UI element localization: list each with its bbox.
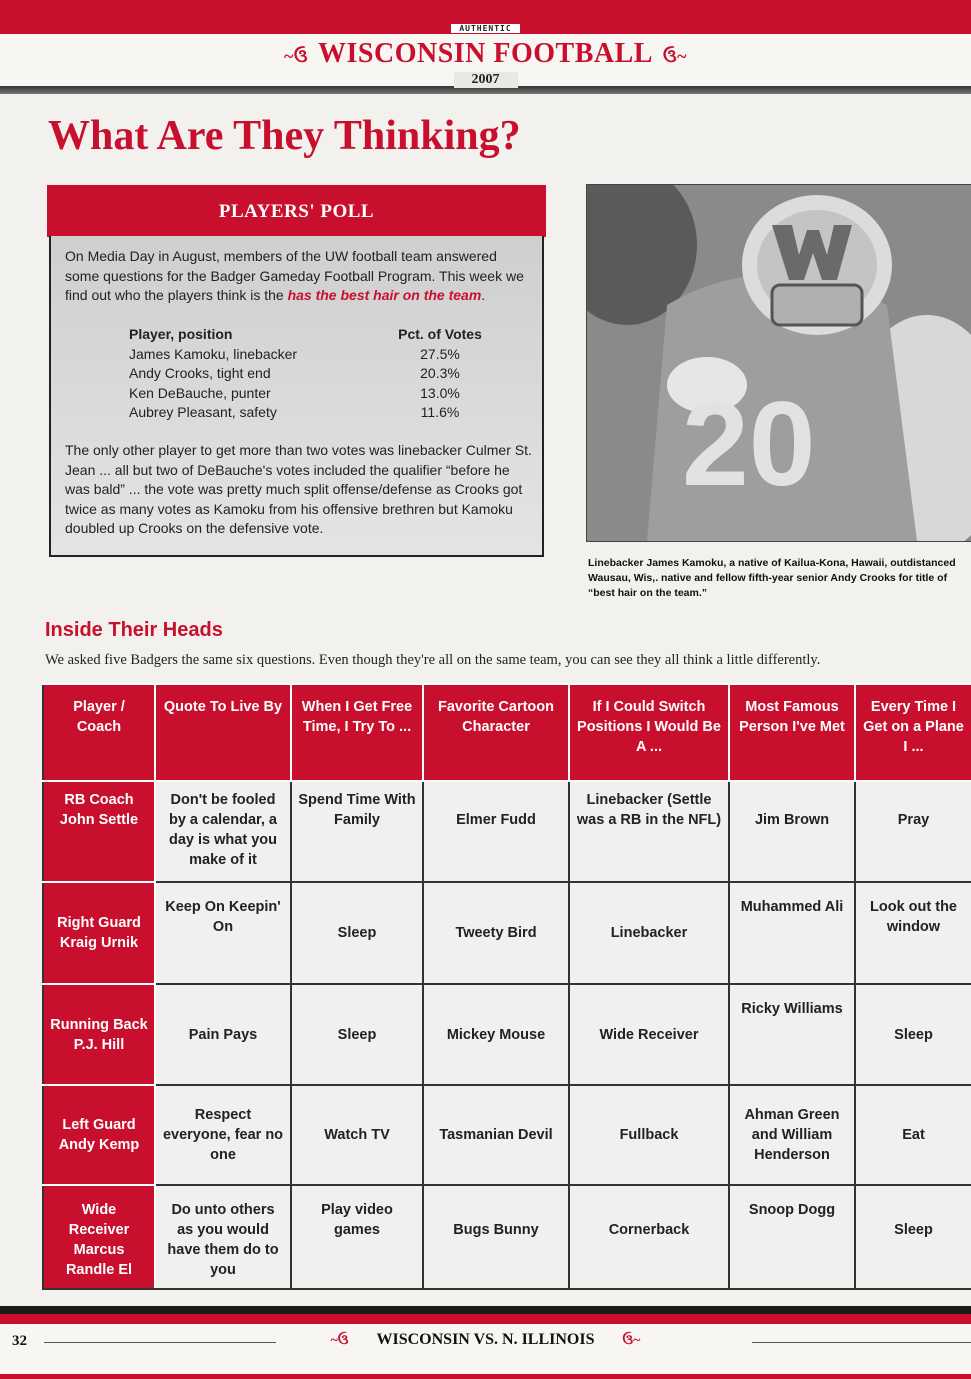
table-cell: Cornerback: [569, 1185, 729, 1289]
poll-pct: 13.0%: [420, 384, 460, 401]
poll-player: Ken DeBauche, punter: [129, 384, 271, 401]
player-photo-illustration: [587, 185, 971, 541]
column-header: If I Could Switch Positions I Would Be A ...: [569, 684, 729, 781]
footer-dark-bar: [0, 1306, 971, 1314]
column-header: Player / Coach: [43, 684, 155, 781]
table-cell: Play video games: [291, 1185, 423, 1289]
poll-intro: [65, 247, 527, 306]
table-row: [43, 1085, 971, 1185]
row-player: Right Guard Kraig Urnik: [43, 882, 155, 984]
table-cell: Pain Pays: [155, 984, 291, 1085]
table-cell: Wide Receiver: [569, 984, 729, 1085]
poll-intro-end: .: [481, 287, 486, 303]
column-header: Every Time I Get on a Plane I ...: [855, 684, 971, 781]
table-cell: Jim Brown: [729, 781, 855, 882]
inside-their-heads-subtitle: We asked five Badgers the same six questions. Even though they're all on the same team, you can see they all think a little differently.: [45, 652, 821, 668]
table-cell: Linebacker: [569, 882, 729, 984]
table-cell: Sleep: [291, 882, 423, 984]
row-player: RB Coach John Settle: [43, 781, 155, 882]
column-header: Favorite Cartoon Character: [423, 684, 569, 781]
masthead: [0, 18, 971, 88]
column-header: Most Famous Person I've Met: [729, 684, 855, 781]
footer-bottom-red-bar: [0, 1374, 971, 1379]
swirl-ornament-icon: ~ઉ: [284, 46, 309, 66]
footer-red-bar: [0, 1314, 971, 1324]
poll-col-pct: Pct. of Votes: [398, 326, 482, 342]
inside-their-heads-title: Inside Their Heads: [45, 619, 223, 641]
swirl-ornament-icon: ઉ~: [622, 1333, 641, 1348]
table-row: [43, 984, 971, 1085]
table-cell: Respect everyone, fear no one: [155, 1085, 291, 1185]
page-number: 32: [12, 1333, 27, 1349]
table-cell: Linebacker (Settle was a RB in the NFL): [569, 781, 729, 882]
table-cell: Snoop Dogg: [729, 1185, 855, 1289]
masthead-title-row: [0, 38, 971, 70]
questions-table-header: [43, 684, 971, 781]
poll-intro-highlight: has the best hair on the team: [287, 287, 482, 303]
table-cell: Don't be fooled by a calendar, a day is what you make of it: [155, 781, 291, 882]
table-cell: Muhammed Ali: [729, 882, 855, 984]
table-cell: Mickey Mouse: [423, 984, 569, 1085]
jersey-number: 20: [682, 377, 816, 511]
table-cell: Ricky Williams: [729, 984, 855, 1085]
table-row: [43, 781, 971, 882]
poll-intro-text: On Media Day in August, members of the UW football team answered some questions for the Badger Gameday Football Program. This week we find out who the players think is the: [65, 248, 524, 303]
table-cell: Sleep: [291, 984, 423, 1085]
table-cell: Do unto others as you would have them do to you: [155, 1185, 291, 1289]
table-cell: Pray: [855, 781, 971, 882]
poll-results-header: [129, 325, 489, 345]
poll-col-player: Player, position: [129, 326, 233, 342]
table-cell: Look out the window: [855, 882, 971, 984]
row-player: Left Guard Andy Kemp: [43, 1085, 155, 1185]
masthead-title: WISCONSIN FOOTBALL: [318, 38, 653, 69]
poll-player: Aubrey Pleasant, safety: [129, 404, 277, 420]
table-cell: Tasmanian Devil: [423, 1085, 569, 1185]
player-photo: [586, 184, 971, 542]
poll-player: James Kamoku, linebacker: [129, 345, 298, 362]
table-row: [43, 882, 971, 984]
table-cell: Keep On Keepin' On: [155, 882, 291, 984]
masthead-year: 2007: [454, 72, 518, 88]
photo-caption: Linebacker James Kamoku, a native of Kailua-Kona, Hawaii, outdistanced Wausau, Wis,. native and fellow fifth-year senior Andy Crooks for title of “best hair on the team.”: [588, 557, 956, 599]
row-player: Wide Receiver Marcus Randle El: [43, 1185, 155, 1289]
poll-outro: The only other player to get more than two votes was linebacker Culmer St. Jean ... all but two of DeBauche's votes included the qualifier “before he was bald” ... the vote was pretty much split offense/defense as Crooks got twice as many votes as Kamoku from his offensive brethren but Kamoku doubled up Crooks on the defensive vote.: [65, 442, 532, 536]
poll-pct: 11.6%: [420, 404, 460, 420]
footer-title-row: [0, 1331, 971, 1349]
table-cell: Spend Time With Family: [291, 781, 423, 882]
table-row: [43, 1185, 971, 1289]
masthead-authentic: AUTHENTIC: [451, 24, 519, 33]
table-cell: Eat: [855, 1085, 971, 1185]
table-cell: Sleep: [855, 1185, 971, 1289]
poll-results-table: [129, 325, 489, 423]
page-title: What Are They Thinking?: [48, 113, 521, 159]
players-poll-header: PLAYERS' POLL: [47, 185, 546, 237]
column-header: When I Get Free Time, I Try To ...: [291, 684, 423, 781]
players-poll-box: [49, 236, 544, 557]
table-cell: Watch TV: [291, 1085, 423, 1185]
swirl-ornament-icon: ~ઉ: [330, 1333, 349, 1348]
table-cell: Ahman Green and William Henderson: [729, 1085, 855, 1185]
table-cell: Tweety Bird: [423, 882, 569, 984]
poll-result-row: [129, 345, 489, 365]
poll-pct: 27.5%: [420, 345, 460, 362]
table-cell: Sleep: [855, 984, 971, 1085]
row-player: Running Back P.J. Hill: [43, 984, 155, 1085]
poll-player: Andy Crooks, tight end: [129, 365, 271, 381]
poll-result-row: [129, 384, 489, 404]
table-cell: Fullback: [569, 1085, 729, 1185]
footer-title: WISCONSIN VS. N. ILLINOIS: [376, 1331, 595, 1348]
poll-result-row: [129, 364, 489, 384]
table-cell: Elmer Fudd: [423, 781, 569, 882]
questions-table: [42, 683, 971, 1290]
poll-result-row: [129, 403, 489, 423]
swirl-ornament-icon: ઉ~: [662, 46, 687, 66]
table-cell: Bugs Bunny: [423, 1185, 569, 1289]
column-header: Quote To Live By: [155, 684, 291, 781]
poll-pct: 20.3%: [420, 365, 460, 381]
